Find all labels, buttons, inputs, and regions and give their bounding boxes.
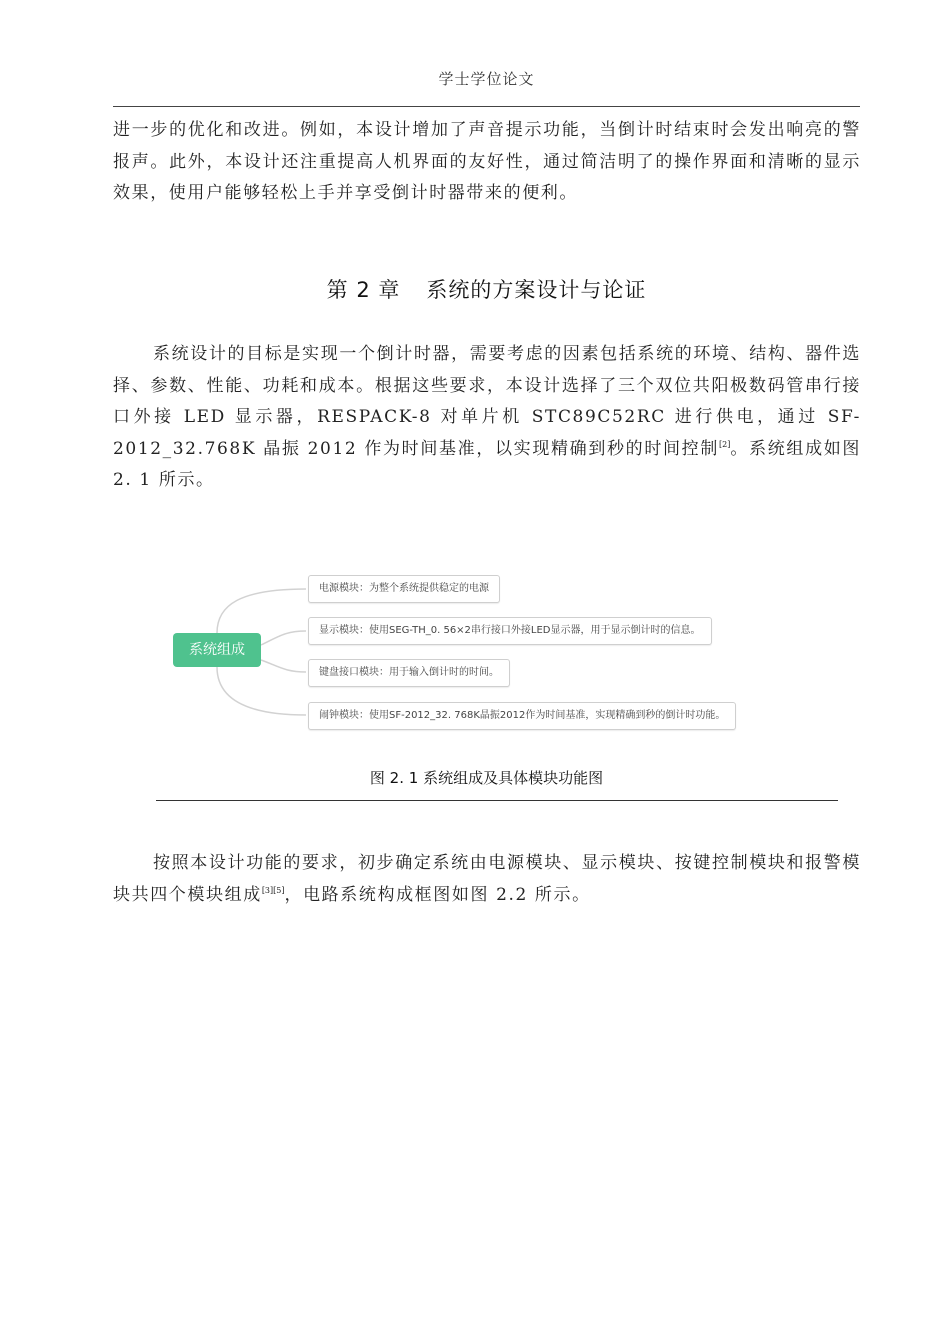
page-header: 学士学位论文: [438, 70, 535, 88]
header-divider: [113, 106, 860, 107]
paragraph-3-tail: ，电路系统构成框图如图 2.2 所示。: [284, 884, 591, 905]
paragraph-2-tail: 。系统组成如图 2. 1 所示。: [113, 438, 862, 490]
citation-ref-2: [2]: [719, 439, 731, 449]
mindmap-node-keyboard: 键盘接口模块：用于输入倒计时的时间。: [308, 659, 510, 687]
mindmap-node-display: 显示模块：使用SEG-TH_0. 56×2串行接口外接LED显示器，用于显示倒计时的信息。: [308, 617, 712, 645]
connector-2: [261, 631, 306, 645]
connector-1: [217, 589, 306, 633]
chapter-heading: [113, 274, 860, 304]
connector-4: [217, 667, 306, 715]
body-paragraph-3: [113, 848, 861, 911]
paragraph-3-text: 按照本设计功能的要求，初步确定系统由电源模块、显示模块、按键控制模块和报警模块共四个模块组成: [113, 853, 861, 905]
caption-divider: [156, 800, 838, 801]
body-paragraph-2: [113, 339, 861, 497]
connector-3: [261, 660, 306, 672]
mindmap-node-alarm: 闹钟模块：使用SF-2012_32. 768K晶振2012作为时间基准，实现精确到秒的倒计时功能。: [308, 702, 736, 730]
chapter-title: 系统的方案设计与论证: [426, 278, 647, 302]
paragraph-2-text: 系统设计的目标是实现一个倒计时器，需要考虑的因素包括系统的环境、结构、器件选择、参数、性能、功耗和成本。根据这些要求，本设计选择了三个双位共阳极数码管串行接口外接 LED 显示器，RESPACK-8 对单片机 STC89C52RC 进行供电，通过 SF-2012_32.768K 晶振 2012 作为时间基准，以实现精确到秒的时间控制: [113, 344, 861, 459]
system-composition-mindmap: [160, 565, 760, 740]
body-paragraph-1: 进一步的优化和改进。例如，本设计增加了声音提示功能，当倒计时结束时会发出响亮的警报声。此外，本设计还注重提高人机界面的友好性，通过简洁明了的操作界面和清晰的显示效果，使用户能够轻松上手并享受倒计时器带来的便利。: [113, 120, 861, 203]
mindmap-node-power: 电源模块：为整个系统提供稳定的电源: [308, 575, 500, 603]
mindmap-root-node: 系统组成: [173, 633, 261, 667]
figure-caption: 图 2. 1 系统组成及具体模块功能图: [369, 769, 604, 787]
citation-ref-3-5: [3][5]: [261, 885, 285, 895]
chapter-number: 第 2 章: [326, 278, 401, 302]
